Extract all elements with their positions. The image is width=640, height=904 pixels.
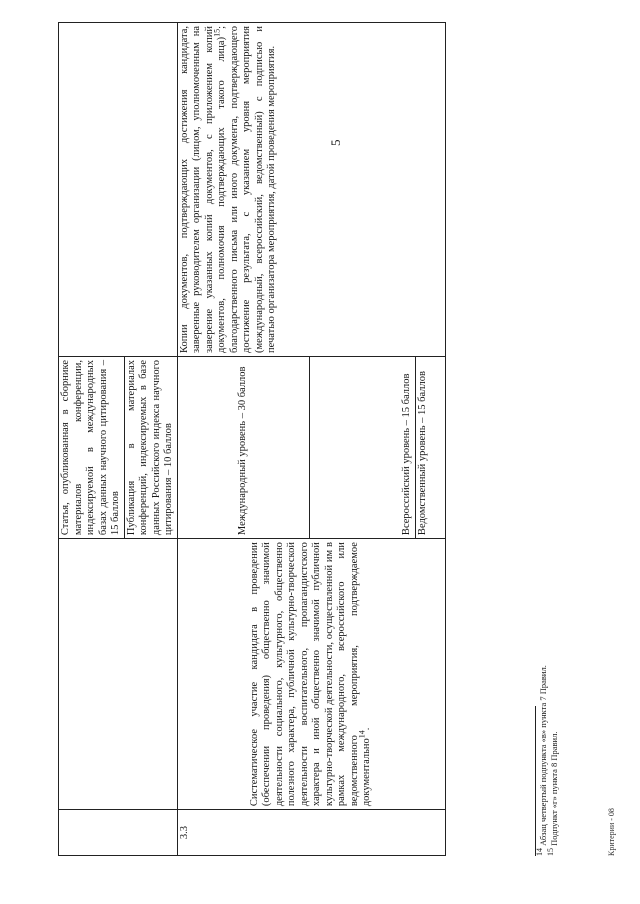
criterion-text: Систематическое участие кандидата в проведении (обеспечении проведения) общественно значимой деятельности социального, культурного, общественно полезного характера, публичной культурно-творческой деятельности воспитательного, пропагандистского характера и иной общественно значимой публичной культурно-творческой деятельности, осуществленной им в рамках международного, всероссийского или ведомственного мероприятия, подтверждаемое документально (248, 542, 372, 807)
table-cell-level: Статья, опубликованная в сборнике материалов конференции, индексируемой в международных базах данных научного цитирования – 15 баллов (59, 357, 125, 539)
footnote-ref: 15 (212, 28, 222, 37)
table-cell-level: Международный уровень – 30 баллов (177, 357, 309, 539)
table-cell-number (59, 810, 178, 856)
table-cell-level: Всероссийский уровень – 15 баллов (309, 357, 415, 539)
page-number: 5 (328, 139, 343, 146)
table-cell-number: 3.3 (177, 810, 445, 856)
documents-text: Копии документов, подтверждающих достижения кандидата, заверенные руководителем организации (лицом, уполномоченным на заверение указанных копий документов, с приложением копий документов, полномочия подтверждающих такого лица) (178, 26, 227, 354)
table-row (177, 23, 309, 856)
table-cell-criterion: Систематическое участие кандидата в проведении (обеспечении проведения) общественно значимой деятельности социального, культурного, общественно полезного характера, публичной культурно-творческой деятельности воспитательного, пропагандистского характера и иной общественно значимой публичной культурно-творческой деятельности, осуществленной им в рамках международного, всероссийского или ведомственного мероприятия, подтверждаемое документально$^{14}$. (177, 539, 445, 810)
table-row (59, 23, 125, 856)
table-cell-level: Публикация в материалах конференций, индексируемых в базе данных Российского индекса научного цитирования – 10 баллов (124, 357, 177, 539)
documents-text-continued: ; благодарственного письма или иного документа, подтверждающего достижение результата, с указанием уровня мероприятия (международный, всероссийский, ведомственный) с подписью и печатью организатора мероприятия, датой проведения мероприятия. (216, 26, 277, 354)
footnote-item (546, 556, 560, 856)
criteria-table (58, 22, 446, 856)
table-cell-documents (59, 23, 178, 357)
footnote-item (535, 556, 549, 856)
footnote-divider (535, 706, 536, 856)
footnote-number: 14 (535, 848, 545, 856)
sheet-stamp: Критерии - 08 (607, 808, 616, 856)
footnote-number: 15 (546, 848, 556, 856)
footnote-text: Подпункт «г» пункта 8 Правил. (549, 731, 559, 846)
footnotes (535, 556, 560, 856)
footnote-ref: 14 (357, 730, 367, 739)
footnote-text: Абзац четвертый подпункта «в» пункта 7 Правил. (538, 665, 548, 846)
table-cell-documents (177, 23, 445, 357)
table-cell-level: Ведомственный уровень – 15 баллов (415, 357, 445, 539)
table-cell-criterion (59, 539, 178, 810)
